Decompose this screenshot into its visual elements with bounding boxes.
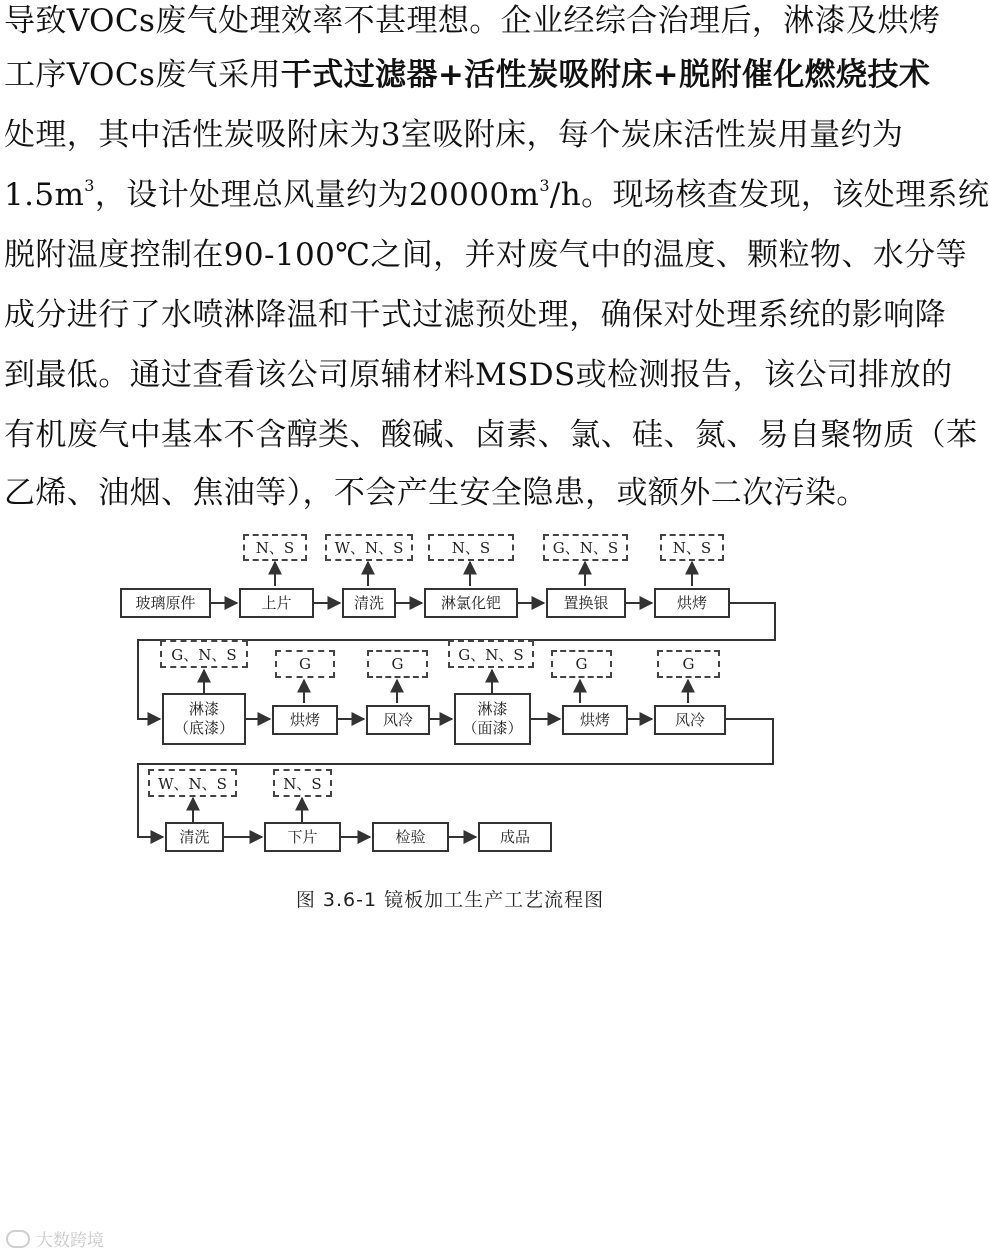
text-line-4-end: /h。现场核查发现，该处理系统 [549,177,989,213]
process-flow-diagram [0,520,900,865]
text-line-7: 到最低。通过查看该公司原辅材料MSDS或检测报告，该公司排放的 [4,357,953,393]
air-volume-text: ，设计处理总风量约为20000m [94,177,540,213]
process-top-coat-spraying: 淋漆 （面漆） [454,693,531,745]
bold-technology-name: 干式过滤器+活性炭吸附床+脱附催化燃烧技术 [280,57,931,93]
text-line-5: 脱附温度控制在90-100℃之间，并对废气中的温度、颗粒物、水分等 [4,237,967,273]
emission-box: N、S [428,534,514,561]
text-line-2-plain: 工序VOCs废气采用 [4,57,281,93]
text-line-4 [4,178,989,212]
activated-carbon-amount: 1.5m [4,177,85,213]
process-finished-product: 成品 [478,822,552,852]
watermark [6,1226,104,1251]
emission-box: N、S [273,769,332,797]
superscript-cube: 3 [539,176,550,195]
emission-box: W、N、S [325,534,413,561]
emission-box: G、N、S [543,534,628,561]
emission-box: G [657,650,720,678]
process-baking: 烘烤 [272,705,338,735]
process-cleaning: 清洗 [165,822,224,852]
process-air-cooling: 风冷 [366,705,430,735]
text-line-8: 有机废气中基本不含醇类、酸碱、卤素、氯、硅、氮、易自聚物质（苯 [4,417,978,453]
emission-box: W、N、S [148,769,237,797]
process-silver-replacement: 置换银 [546,588,626,618]
text-line-3: 处理，其中活性炭吸附床为3室吸附床，每个炭床活性炭用量约为 [4,117,904,153]
process-glass-blank: 玻璃原件 [120,588,211,618]
watermark-logo-icon [6,1230,30,1248]
superscript-cube: 3 [84,176,95,195]
process-base-coat-spraying: 淋漆 （底漆） [162,693,246,745]
process-baking: 烘烤 [562,705,628,735]
text-line-2 [4,58,930,92]
process-air-cooling: 风冷 [654,705,726,735]
emission-box: G [275,650,335,678]
text-line-9: 乙烯、油烟、焦油等），不会产生安全隐患，或额外二次污染。 [4,475,868,511]
text-line-1: 导致VOCs废气处理效率不甚理想。企业经综合治理后，淋漆及烘烤 [4,3,941,39]
figure-caption: 图 3.6-1 镜板加工生产工艺流程图 [295,889,605,911]
watermark-text: 大数跨境 [36,1231,104,1251]
process-loading: 上片 [239,588,314,618]
emission-box: N、S [243,534,307,561]
emission-box: N、S [660,534,724,561]
emission-box: G、N、S [160,640,248,668]
text-line-6: 成分进行了水喷淋降温和干式过滤预处理，确保对处理系统的影响降 [4,297,946,333]
process-inspection: 检验 [372,822,449,852]
emission-box: G、N、S [448,640,534,668]
process-cleaning: 清洗 [342,588,396,618]
emission-box: G [551,650,612,678]
process-pdcl2-coating: 淋氯化钯 [424,588,518,618]
emission-box: G [367,650,428,678]
process-baking: 烘烤 [654,588,730,618]
process-unloading: 下片 [264,822,341,852]
flow-connectors [0,520,900,865]
